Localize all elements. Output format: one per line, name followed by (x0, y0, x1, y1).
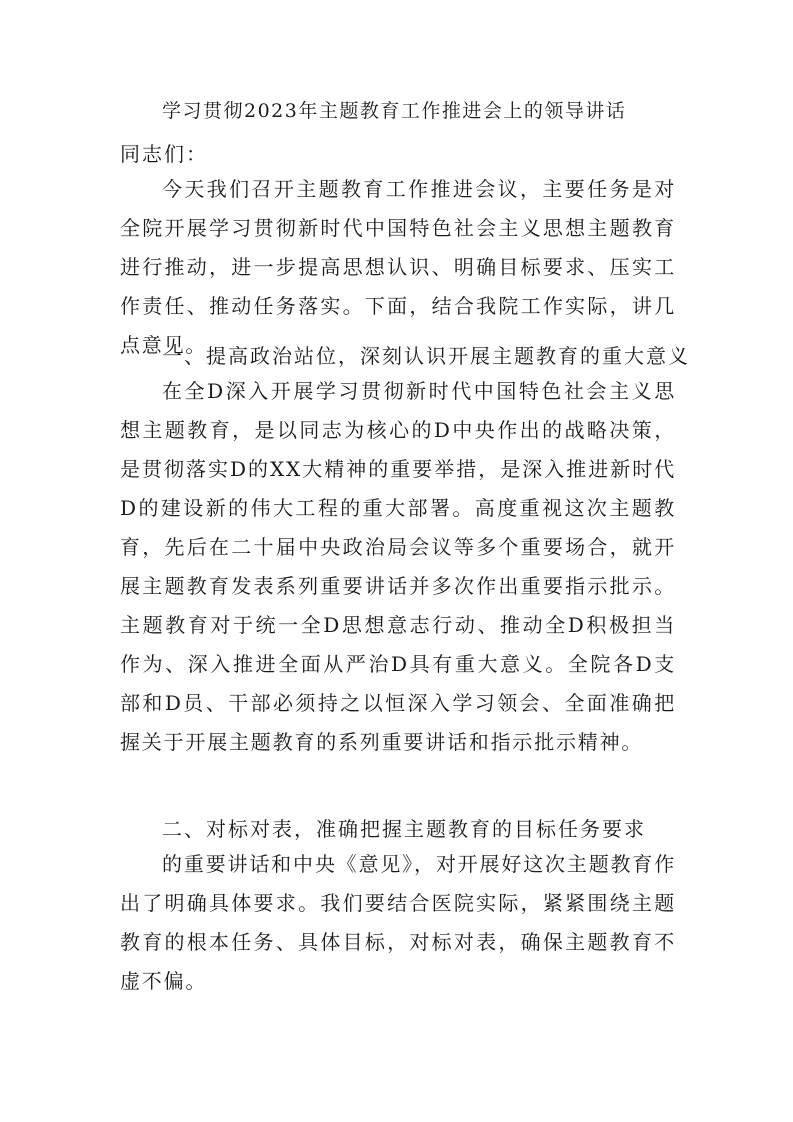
section-heading-1: 一、提高政治站位，深刻认识开展主题教育的重大意义 (162, 344, 690, 368)
document-title: 学习贯彻2023年主题教育工作推进会上的领导讲话 (162, 100, 627, 122)
paragraph-section-1: 在全D深入开展学习贯彻新时代中国特色社会主义思想主题教育，是以同志为核心的D中央作出的战略决策，是贯彻落实D的XX大精神的重要举措，是深入推进新时代D的建设新的伟大工程的重大部署。高度重视这次主题教育，先后在二十届中央政治局会议等多个重要场合，就开展主题教育发表系列重要讲话并多次作出重要指示批示。主题教育对于统一全D思想意志行动、推动全D积极担当作为、深入推进全面从严治D具有重大意义。全院各D支部和D员、干部必须持之以恒深入学习领会、全面准确把握关于开展主题教育的系列重要讲话和指示批示精神。 (120, 379, 676, 754)
section-heading-2: 二、对标对表，准确把握主题教育的目标任务要求 (162, 817, 646, 841)
paragraph-intro: 今天我们召开主题教育工作推进会议，主要任务是对全院开展学习贯彻新时代中国特色社会主义思想主题教育进行推动，进一步提高思想认识、明确目标要求、压实工作责任、推动任务落实。下面，结合我院工作实际，讲几点意见。 (120, 177, 676, 357)
salutation: 同志们： (120, 142, 208, 166)
paragraph-section-2: 的重要讲话和中央《意见》，对开展好这次主题教育作出了明确具体要求。我们要结合医院实际，紧紧围绕主题教育的根本任务、具体目标，对标对表，确保主题教育不虚不偏。 (120, 852, 676, 993)
